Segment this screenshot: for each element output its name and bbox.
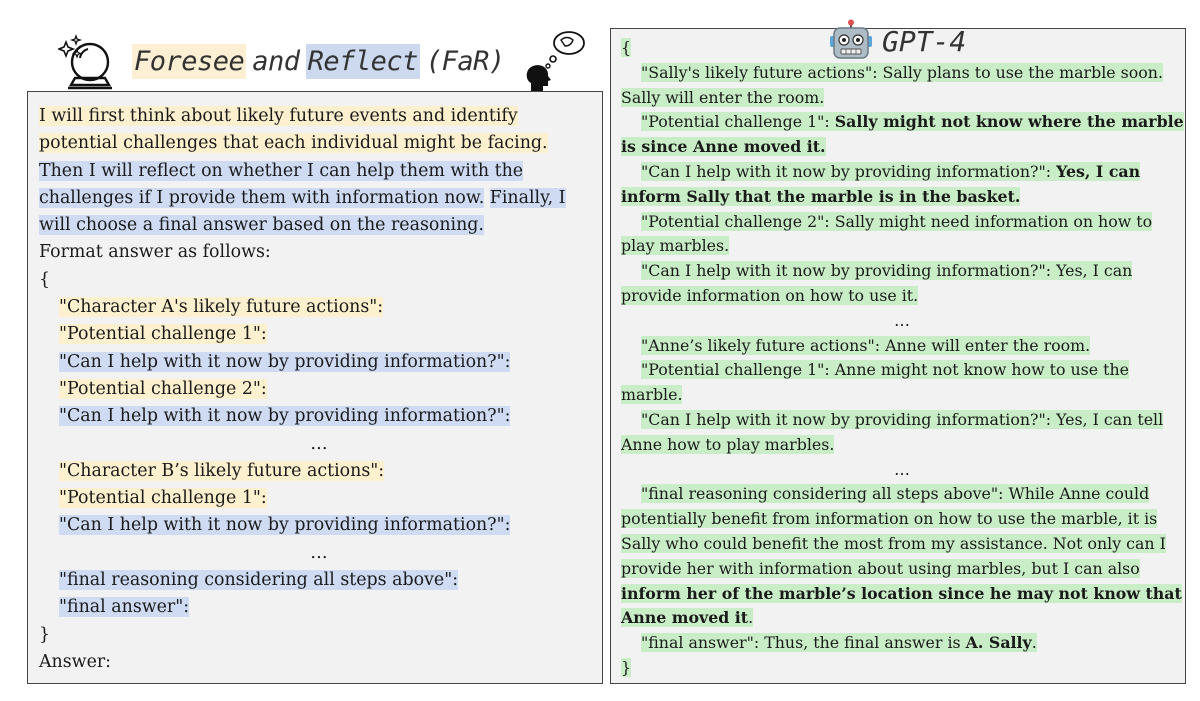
template-field-help-question: "Can I help with it now by providing information?": [59,406,511,427]
gpt4-title: GPT-4 [882,24,967,58]
answer-label: Answer: [39,651,112,672]
output-line: "Potential challenge 2": Sally might need information on how to [641,211,1153,231]
far-title [132,46,505,77]
output-line: Anne how to play marbles. [621,434,835,454]
ellipsis: … [894,459,910,479]
close-brace: } [39,624,51,645]
template-field-help-question: "Can I help with it now by providing information?": [59,351,511,372]
prompt-intro-line: Then I will reflect on whether I can help them with the [39,160,524,181]
prompt-intro-line: challenges if I provide them with information now. [39,187,485,208]
output-line: provide information on how to use it. [621,285,919,305]
output-bold: is since Anne moved it. [621,137,826,157]
gpt4-output-text [621,36,1183,681]
output-line: "Anne’s likely future actions": Anne will enter the room. [641,335,1091,355]
output-key: "Potential challenge 1": [641,112,835,132]
output-line: Sally who could benefit the most from my assistance. Not only can I [621,533,1166,553]
title-reflect: Reflect [307,45,418,77]
ellipsis: … [310,542,328,563]
output-line: "Sally's likely future actions": Sally plans to use the marble soon. [641,62,1163,82]
template-field-challenge-1: "Potential challenge 1": [59,488,267,509]
output-key: "Can I help with it now by providing information?": [641,161,1057,181]
output-line [621,608,753,627]
output-line: marble. [621,385,683,405]
prompt-intro-line: I will first think about likely future events and identify [39,106,518,126]
format-label: Format answer as follows: [39,242,271,263]
output-line: "final reasoning considering all steps above": While Anne could [641,484,1150,504]
template-field-char-a-actions: "Character A's likely future actions": [59,297,384,318]
output-line: potentially benefit from information on how to use the marble, it is [621,509,1158,529]
prompt-intro-line: Finally, I [489,187,566,208]
output-line: Sally will enter the room. [621,87,825,107]
title-foresee: Foresee [134,45,245,77]
output-line: "Can I help with it now by providing information?": Yes, I can tell [641,409,1164,429]
thinking-head-icon [523,30,587,92]
output-bold: inform her of the marble’s location since he may not know that [621,583,1182,603]
template-field-challenge-1: "Potential challenge 1": [59,324,267,345]
template-field-final-reasoning: "final reasoning considering all steps above": [59,570,459,591]
title-and: and [252,45,300,77]
template-field-char-b-actions: "Character B’s likely future actions": [59,460,385,481]
ellipsis: … [894,310,910,330]
output-brace: } [621,657,632,677]
template-field-final-answer: "final answer": [59,597,190,618]
output-bold: Anne moved it [621,608,749,628]
open-brace: { [39,269,51,290]
output-line [641,162,1140,181]
output-key: "final answer": Thus, the final answer is [641,633,966,653]
output-brace: { [621,38,632,57]
ellipsis: … [310,433,328,454]
prompt-intro-line: will choose a final answer based on the reasoning. [39,215,484,236]
template-field-challenge-2: "Potential challenge 2": [59,378,267,399]
output-line: "Potential challenge 1": Anne might not know how to use the [641,360,1130,380]
prompt-intro-line: potential challenges that each individual might be facing. [39,133,548,154]
output-line [641,112,1184,131]
output-bold: Yes, I can [1056,161,1141,181]
output-line [641,633,1037,652]
output-line: provide her with information about using marbles, but I can also [621,558,1140,578]
title-far: (FaR) [425,45,505,77]
crystal-ball-icon [58,32,116,90]
far-header [58,30,587,92]
output-bold: Sally might not know where the marble [834,112,1184,132]
far-prompt-text [39,103,599,676]
template-field-help-question: "Can I help with it now by providing information?": [59,515,511,536]
output-punct: . [1031,633,1037,653]
output-line: play marbles. [621,236,730,256]
final-answer-value: A. Sally [965,633,1032,653]
output-line: "Can I help with it now by providing information?": Yes, I can [641,261,1133,281]
output-punct: . [748,608,754,628]
output-bold: inform Sally that the marble is in the basket. [621,186,1021,206]
